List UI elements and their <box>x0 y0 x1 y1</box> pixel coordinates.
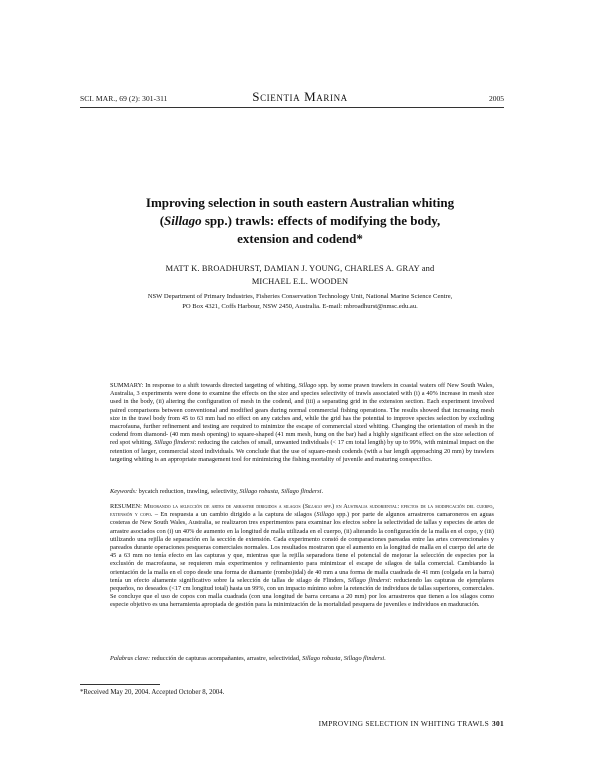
palabras-label: Palabras clave: <box>110 655 151 662</box>
header-citation: SCI. MAR., 69 (2): 301-311 <box>80 94 168 103</box>
received-footnote: *Received May 20, 2004. Accepted October 8, 2004. <box>80 689 225 696</box>
resumen-title-genus: Sillago <box>304 503 322 510</box>
resumen-text-2: spp.) por parte de algunos arrastreros camaroneros en aguas costeras de New South Wales, Australia, se realizaron tres experimentos para examinar los efectos sobre la selectividad de tallas y especies de artes de arrastre asociados con (i) un 40% de aumento en la longitud de malla utilizada en el cuerpo, (ii) alterando la configuración de la malla en el copo, y (iii) utilizando una rejilla de separación en la sección de extensión. Cada experimento constó de comparaciones pareadas entre las artes convencionales y pareados durante operaciones pesqueras comerciales normales. Los resultados mostraron que el aumento en la longitud de malla en el cuerpo del arte de 45 a 63 mm no tenía efecto en las capturas y que, mientras que la rejilla separadora tiene el potencial de mejorar la selección de especies por la exclusión de macrofauna, se requieren más experimentos y refinamiento para minimizar el escape de silagos de talla comercial. Cambiando la orientación de la malla en el copo desde una forma de diamante (rombo)idal) de 40 mm a una forma de malla cuadrada de 41 mm (colgada en la barra) tenía un efecto altamente significativo sobre la selección de tallas de silago de Flinders, <box>110 511 494 584</box>
affiliation-line-2: PO Box 4321, Coffs Harbour, NSW 2450, Australia. E-mail: mbroadhurst@nmsc.edu.au. <box>182 302 418 310</box>
palabras-end: . <box>384 655 386 662</box>
summary-species-2: Sillago flindersi <box>154 439 195 447</box>
author-list <box>100 262 500 288</box>
keywords <box>110 488 494 496</box>
palabras-clave <box>110 655 494 663</box>
keywords-species-2: Sillago flindersi <box>281 488 322 495</box>
affiliation <box>110 292 490 311</box>
keywords-label: Keywords: <box>110 488 138 495</box>
title-genus: Sillago <box>164 213 202 228</box>
resumen-text-3: : reduciendo las capturas de ejemplares pequeños, no deseados (<17 cm longitud total) hasta un 99%, con un impacto mínimo sobre la retención de individuos de tallas superiores, comerciales. Se concluye que el uso de copos con malla cuadrada (con una longitud de barra cercana a 20 mm) por los arrastreros que tienen a los silagos como especie objetivo es una herramienta apropiada de gestión para la minimización de la mortalidad pesquera de juveniles e individuos en maduración. <box>110 576 494 609</box>
summary-text-1: In response to a shift towards directed targeting of whiting, <box>143 382 299 389</box>
paper-title: Improving selection in south eastern Australian whiting (Sillago spp.) trawls: effects of modifying the body, extension and codend* <box>145 195 455 246</box>
title-line-3: extension and codend* <box>237 231 363 246</box>
authors-line-1: MATT K. BROADHURST, DAMIAN J. YOUNG, CHARLES A. GRAY and <box>165 264 435 273</box>
resumen-species-1: Sillago <box>316 511 335 519</box>
running-title: IMPROVING SELECTION IN WHITING TRAWLS <box>318 719 489 728</box>
palabras-text: reducción de capturas acompañantes, arrastre, selectividad, <box>150 655 303 662</box>
authors-line-2: MICHAEL E.L. WOODEN <box>251 277 349 286</box>
palabras-species-1: Sillago robusta <box>302 655 341 662</box>
summary-label: SUMMARY: <box>110 382 144 389</box>
title-line-1: Improving selection in south eastern Australian whiting <box>145 195 455 210</box>
summary-abstract <box>110 382 494 464</box>
resumen-text-1: – En respuesta a un cambio dirigido a la captura de silagos ( <box>152 511 317 519</box>
keywords-text: bycatch reduction, trawling, selectivity, <box>137 488 240 495</box>
summary-species-1: Sillago <box>298 382 317 389</box>
header-year: 2005 <box>489 94 504 103</box>
resumen-title-1: Mejorando la selección de artes de arrastre dirigidos a silagos ( <box>141 503 305 510</box>
resumen-abstract <box>110 503 494 610</box>
keywords-species-1: Sillago robusta <box>239 488 278 495</box>
page-number: 301 <box>492 719 504 728</box>
resumen-label: RESUMEN: <box>110 503 142 510</box>
summary-text-3: : reducing the catches of small, unwanted individuals (< 17 cm total length) by up to 99%, with minimal impact on the retention of larger, commercial sized individuals. We conclude that the use of square-mesh codends (with a bar length approaching 20 mm) by trawlers targeting whiting is an appropriate management tool for minimizing the fishing mortality of juvenile and maturing conspecifics. <box>110 439 494 463</box>
palabras-species-2: Sillago flindersi <box>343 655 385 662</box>
footnote-rule <box>80 684 160 685</box>
resumen-title-2: spp.) en Australia sudoriental: efectos de la modificación del cuerpo, extensión y copo. <box>110 503 494 519</box>
keywords-separator: , <box>277 488 282 495</box>
affiliation-line-1: NSW Department of Primary Industries, Fisheries Conservation Technology Unit, National Marine Science Centre, <box>147 293 453 300</box>
palabras-separator: , <box>340 655 344 662</box>
title-line-2: spp.) trawls: effects of modifying the body, <box>201 213 441 228</box>
keywords-end: . <box>321 488 324 495</box>
resumen-species-2: Sillago flindersi <box>347 576 390 584</box>
page-footer <box>319 719 504 728</box>
summary-text-2: spp. by some prawn trawlers in coastal waters off New South Wales, Australia, 3 experiments were done to examine the effects on the size and species selectivity of trawls associated with (i) a 40% increase in mesh size used in the body, (ii) altering the configuration of mesh in the codend, and (iii) a separating grid in the extension section. Each experiment involved paired comparisons between conventional and modified gears during normal commercial fishing operations. The results showed that increasing mesh size in the trawl body from 45 to 63 mm had no effect on any catches and, while the grid has the potential to improve species selection by excluding macrofauna, further refinement and testing are required to minimize the escape of commercial sized whiting. Changing the orientation of mesh in the codend from diamond- (40 mm mesh opening) to square-shaped (41 mm mesh, hung on the bar) had a highly significant effect on the size selection of red spot whiting, <box>110 382 494 447</box>
header-journal-name: Scientia Marina <box>252 89 348 104</box>
header-rule <box>80 107 504 108</box>
